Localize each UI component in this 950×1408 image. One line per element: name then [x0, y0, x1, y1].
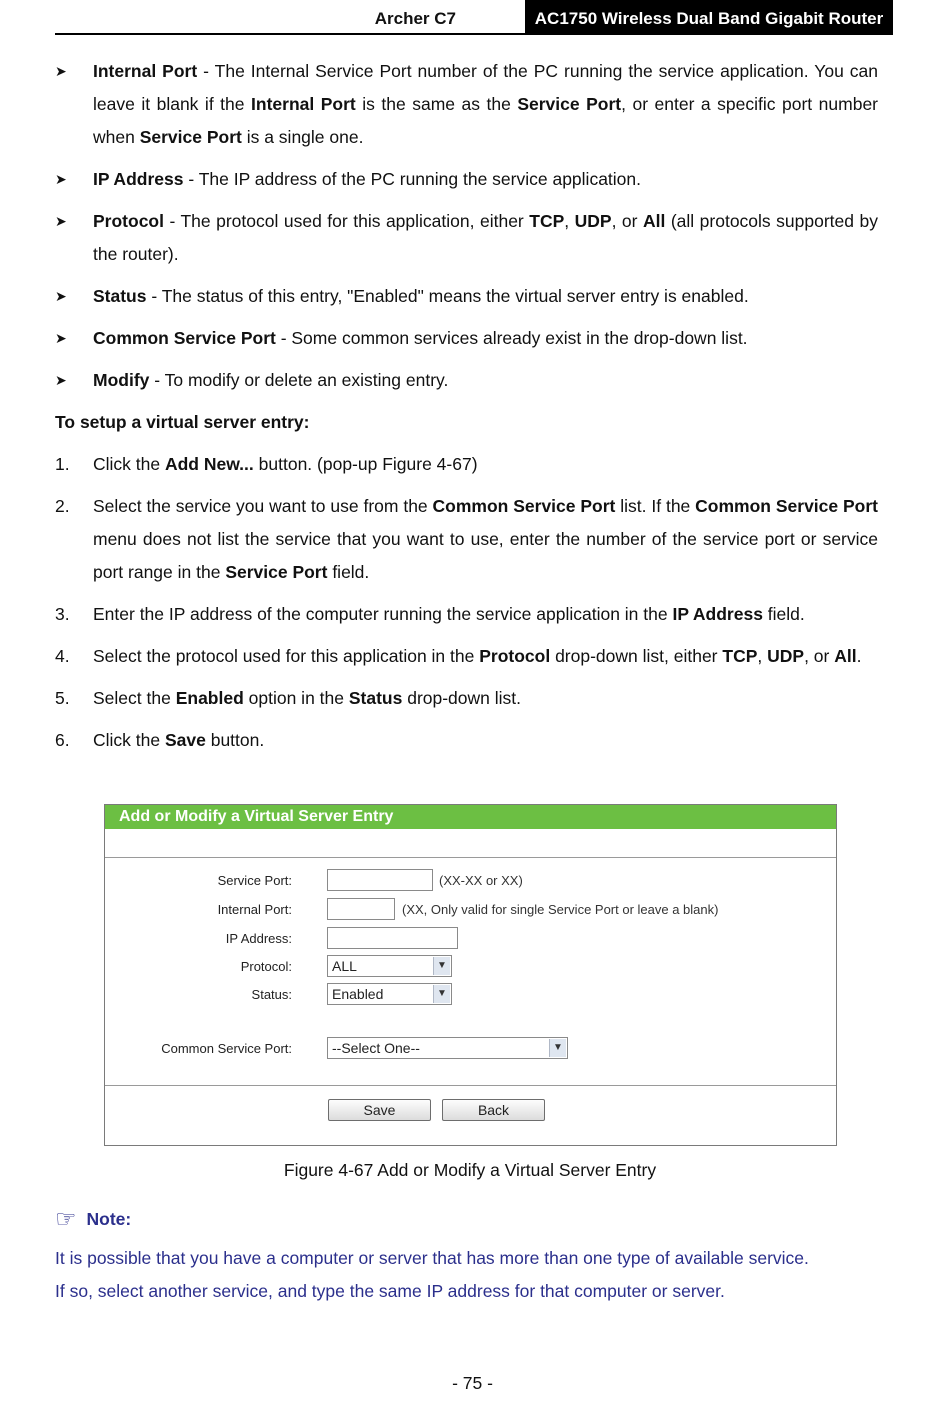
status-select[interactable]: [327, 983, 452, 1005]
bullet-ip-address: [55, 163, 878, 196]
note-line-1: It is possible that you have a computer or server that has more than one type of available service.: [55, 1248, 809, 1268]
main-content: [55, 55, 878, 766]
bullet-status: [55, 280, 878, 313]
text: ,: [564, 211, 575, 231]
term: Protocol: [479, 646, 551, 666]
protocol-row: [105, 955, 836, 979]
term: Internal Port: [251, 94, 356, 114]
text: field.: [327, 562, 370, 582]
setup-heading: To setup a virtual server entry:: [55, 412, 310, 432]
form-divider-bottom: [105, 1085, 836, 1086]
term: All: [642, 211, 666, 231]
page-number: - 75 -: [452, 1373, 493, 1393]
term: Status: [93, 286, 147, 306]
term: Common Service Port: [93, 328, 276, 348]
page-header: [55, 0, 893, 34]
bullet-common-service-port: [55, 322, 878, 355]
status-row: [105, 983, 836, 1007]
text: - To modify or delete an existing entry.: [149, 370, 449, 390]
text: option in the: [243, 688, 349, 708]
note-label: Note:: [86, 1209, 132, 1229]
text: , or: [804, 646, 835, 666]
text: button. (pop-up Figure 4-67): [253, 454, 478, 474]
text: - The IP address of the PC running the service application.: [183, 169, 641, 189]
term: IP Address: [93, 169, 184, 189]
term: Common Service Port: [695, 496, 878, 516]
protocol-select[interactable]: [327, 955, 452, 977]
term: UDP: [574, 211, 612, 231]
text: is a single one.: [241, 127, 364, 147]
common-service-port-select[interactable]: [327, 1037, 568, 1059]
term: Add New...: [164, 454, 254, 474]
header-product: AC1750 Wireless Dual Band Gigabit Router: [525, 0, 893, 33]
bullet-internal-port: [55, 55, 878, 154]
common-service-port-value: --Select One--: [332, 1040, 420, 1056]
service-port-label: Service Port:: [217, 873, 292, 888]
text: ,: [757, 646, 768, 666]
arrow-bullet-icon: ➤: [55, 288, 67, 304]
form-title: Add or Modify a Virtual Server Entry: [105, 805, 836, 829]
text: (all protocols supported by the router).: [93, 211, 878, 264]
term: Service Port: [139, 127, 242, 147]
term: All: [834, 646, 857, 666]
arrow-bullet-icon: ➤: [55, 171, 67, 187]
term: Save: [164, 730, 206, 750]
header-model: Archer C7: [374, 9, 456, 28]
protocol-value: ALL: [332, 958, 357, 974]
text: - The protocol used for this application, either: [163, 211, 530, 231]
term: IP Address: [672, 604, 763, 624]
step-number: 2.: [55, 496, 70, 516]
pointing-hand-icon: ☞: [55, 1206, 77, 1233]
arrow-bullet-icon: ➤: [55, 372, 67, 388]
step-2: [55, 490, 878, 589]
internal-port-hint: (XX, Only valid for single Service Port or leave a blank): [402, 902, 719, 917]
text: drop-down list, either: [550, 646, 723, 666]
step-number: 6.: [55, 730, 70, 750]
term: Enabled: [175, 688, 244, 708]
chevron-down-icon: ▼: [433, 985, 450, 1003]
internal-port-row: [105, 898, 836, 922]
text: field.: [762, 604, 805, 624]
status-label: Status:: [251, 987, 292, 1002]
text: - The status of this entry, "Enabled" means the virtual server entry is enabled.: [146, 286, 749, 306]
bullet-modify: [55, 364, 878, 397]
text: Select the protocol used for this application in the: [93, 646, 480, 666]
step-5: [55, 682, 878, 715]
chevron-down-icon: ▼: [549, 1039, 566, 1057]
text: Select the: [93, 688, 176, 708]
text: Click the: [93, 730, 165, 750]
term: TCP: [529, 211, 565, 231]
term: Service Port: [517, 94, 622, 114]
term: Internal Port: [93, 61, 198, 81]
term: UDP: [767, 646, 805, 666]
term: TCP: [722, 646, 758, 666]
text: drop-down list.: [402, 688, 522, 708]
note-heading: [55, 1205, 131, 1234]
step-number: 4.: [55, 646, 70, 666]
internal-port-label: Internal Port:: [217, 902, 292, 917]
step-1: [55, 448, 878, 481]
text: , or enter a specific port number when: [93, 94, 879, 147]
common-service-port-row: [105, 1037, 836, 1061]
term: Protocol: [93, 211, 164, 231]
protocol-label: Protocol:: [240, 959, 292, 974]
text: menu does not list the service that you want to use, enter the number of the service port or service port range in the: [93, 529, 878, 582]
text: Select the service you want to use from the: [93, 496, 433, 516]
note-line-2: If so, select another service, and type the same IP address for that computer or server.: [55, 1281, 725, 1301]
arrow-bullet-icon: ➤: [55, 213, 67, 229]
text: is the same as the: [355, 94, 518, 114]
note-text: [55, 1242, 895, 1308]
step-4: [55, 640, 878, 673]
step-number: 1.: [55, 454, 70, 474]
ip-address-row: [105, 927, 836, 951]
ip-address-input[interactable]: [327, 927, 458, 949]
term: Status: [348, 688, 403, 708]
virtual-server-form-figure: [104, 804, 837, 1146]
text: - Some common services already exist in the drop-down list.: [275, 328, 748, 348]
text: Click the: [93, 454, 165, 474]
term: Common Service Port: [432, 496, 616, 516]
header-rule: [55, 33, 893, 35]
service-port-hint: (XX-XX or XX): [439, 873, 523, 888]
arrow-bullet-icon: ➤: [55, 330, 67, 346]
internal-port-input[interactable]: [327, 898, 395, 920]
step-6: [55, 724, 878, 757]
service-port-row: [105, 869, 836, 893]
text: button.: [205, 730, 265, 750]
step-number: 5.: [55, 688, 70, 708]
chevron-down-icon: ▼: [433, 957, 450, 975]
text: - The Internal Service Port number of the PC running the service application. You can leave it blank if the: [93, 61, 878, 114]
term: Modify: [93, 370, 150, 390]
step-3: [55, 598, 878, 631]
figure-caption: Figure 4-67 Add or Modify a Virtual Server Entry: [283, 1160, 657, 1180]
form-divider-top: [105, 857, 836, 858]
bullet-protocol: [55, 205, 878, 271]
save-button[interactable]: Save: [328, 1099, 431, 1121]
text: Enter the IP address of the computer running the service application in the: [93, 604, 673, 624]
ip-address-label: IP Address:: [225, 931, 292, 946]
text: , or: [611, 211, 643, 231]
common-service-port-label: Common Service Port:: [161, 1041, 292, 1056]
status-value: Enabled: [332, 986, 384, 1002]
text: .: [856, 646, 862, 666]
arrow-bullet-icon: ➤: [55, 63, 67, 79]
back-button[interactable]: Back: [442, 1099, 545, 1121]
text: list. If the: [615, 496, 696, 516]
service-port-input[interactable]: [327, 869, 433, 891]
step-number: 3.: [55, 604, 70, 624]
term: Service Port: [225, 562, 328, 582]
